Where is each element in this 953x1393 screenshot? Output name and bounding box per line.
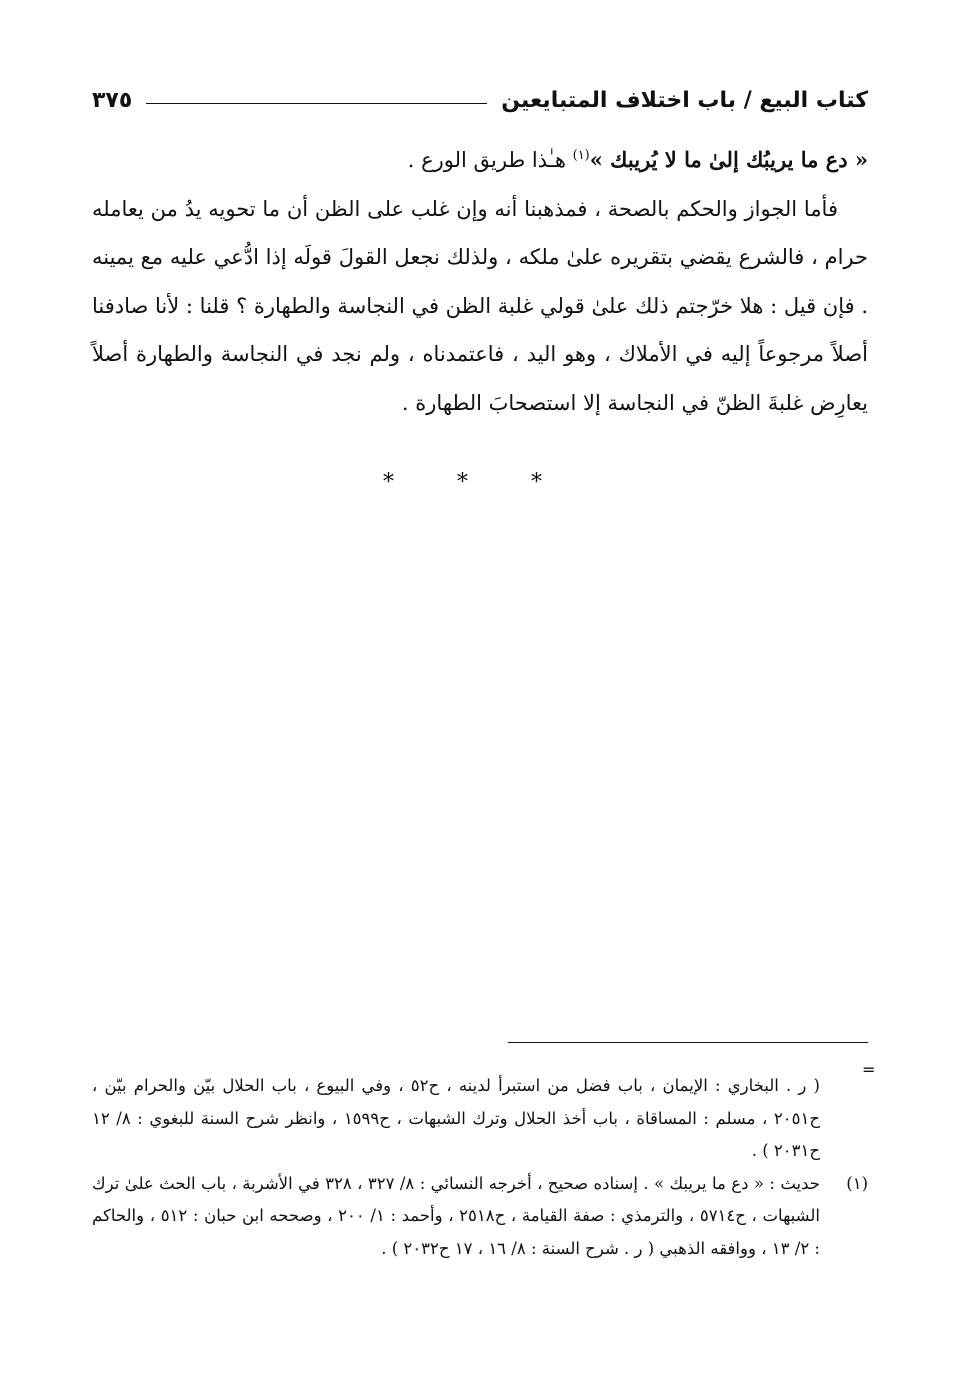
quote-tail: هـٰذا طريق الورع . <box>407 148 573 172</box>
running-header <box>92 80 868 120</box>
section-separator: * * * <box>383 470 570 495</box>
continuation-mark: = <box>862 1060 876 1079</box>
footnote-text: حديث : « دع ما يريبك » . إسناده صحيح ، أخرجه النسائي : ٨/ ٣٢٧ ، ٣٢٨ في الأشربة ، باب الحث علىٰ ترك الشبهات ، ح٥٧١٤ ، والترمذي : صفة القيامة ، ح٢٥١٨ ، وأحمد : ١/ ٢٠٠ ، وصححه ابن حبان : ٥١٢ ، والحاكم : ٢/ ١٣ ، ووافقه الذهبي ( ر . شرح السنة : ٨/ ١٦ ، ١٧ ح٢٠٣٢ ) . <box>92 1173 821 1258</box>
header-rule <box>146 103 487 104</box>
page-number: ٣٧٥ <box>92 87 133 113</box>
chapter-title: كتاب البيع / باب اختلاف المتبايعين <box>501 87 868 113</box>
footnote-item <box>92 1168 868 1266</box>
footnote-reference: (١) <box>572 148 590 163</box>
footnote-rule <box>508 1042 868 1043</box>
hadith-quote: « دع ما يريبُك إلىٰ ما لا يُريبك » <box>589 147 868 172</box>
paragraph: فأما الجواز والحكم بالصحة ، فمذهبنا أنه وإن غلب على الظن أن ما تحويه يدُ من يعامله حرام ، فالشرع يقضي بتقريره علىٰ ملكه ، ولذلك نجعل القولَ قولَه إذا ادُّعي عليه مع يمينه . فإن قيل : هلا خرّجتم ذلك علىٰ قولي غلبة الظن في النجاسة والطهارة ؟ قلنا : لأنا صادفنا أصلاً مرجوعاً إليه في الأملاك ، وهو اليد ، فاعتمدناه ، ولم نجد في النجاسة والطهارة أصلاً يعارِض غلبةَ الظنّ في النجاسة إلا استصحابَ الطهارة . <box>92 196 868 415</box>
quote-line <box>92 132 868 185</box>
footnote-continuation: ( ر . البخاري : الإيمان ، باب فضل من استبرأ لدينه ، ح٥٢ ، وفي البيوع ، باب الحلال بيّن والحرام بيّن ، ح٢٠٥١ ، مسلم : المساقاة ، باب أخذ الحلال وترك الشبهات ، ح١٥٩٩ ، وانظر شرح السنة للبغوي : ٨/ ١٢ ح٢٠٣١ ) . <box>92 1076 820 1160</box>
footnote-number: (١) <box>846 1173 868 1193</box>
footnotes <box>92 1070 868 1265</box>
main-text <box>92 132 868 427</box>
